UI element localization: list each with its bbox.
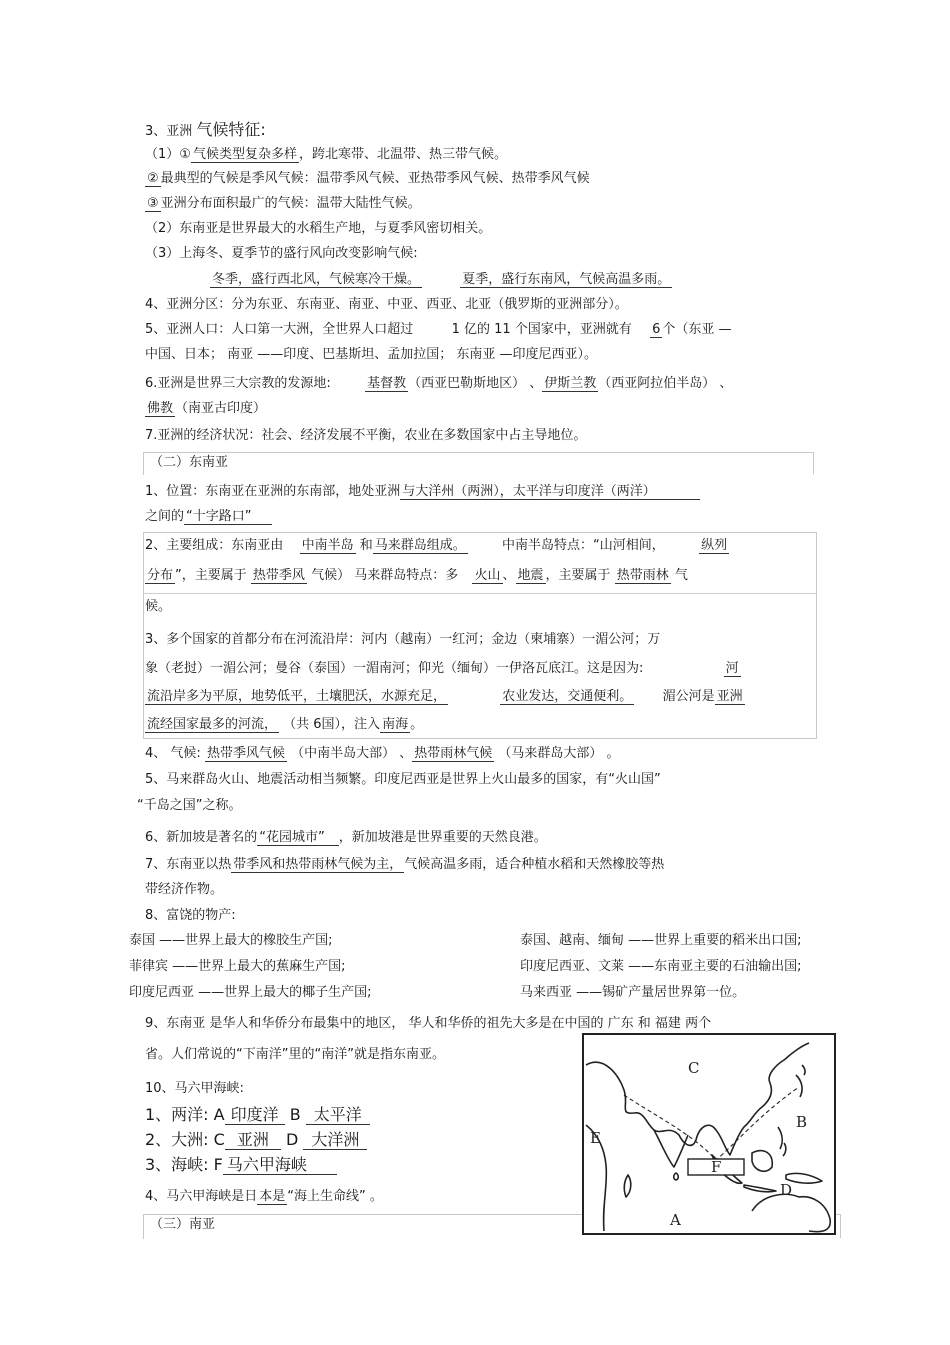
blank-answer: 冬季，盛行西北风，气候寒冷干燥。: [212, 272, 421, 287]
blank-answer: 火山: [474, 568, 501, 583]
s3-line-4: （2）东南亚是世界最大的水稻生产地，与夏季风密切相关。: [145, 221, 492, 236]
blank-answer: 伊斯兰教: [544, 376, 597, 391]
text: 7、东南亚以热: [145, 857, 232, 872]
text: 气候高温多雨，适合种植水稻和天然橡胶等热: [404, 857, 665, 872]
text: 3、海峡: F: [145, 1155, 223, 1174]
blank-answer: 基督教: [367, 376, 407, 391]
blank-answer: 热带雨林气候: [414, 746, 493, 761]
p1-line-2: [145, 508, 272, 526]
blank-answer: 本是: [259, 1189, 286, 1204]
divider: [143, 593, 816, 594]
text: 湄公河是: [662, 689, 715, 704]
s7-line: 7.亚洲的经济状况：社会、经济发展不平衡，农业在多数国家中占主导地位。: [145, 428, 587, 443]
s5-line-1: [145, 321, 731, 339]
s4-line: 4、亚洲分区：分为东亚、东南亚、南亚、中亚、西亚、北亚（俄罗斯的亚洲部分）。: [145, 297, 628, 312]
blank-answer: 马来群岛组成。: [374, 538, 466, 553]
india-peninsula: [654, 1130, 688, 1167]
map-label: D: [780, 1181, 793, 1199]
blank-answer: 6: [652, 322, 661, 337]
text: 2、主要组成：东南亚由: [145, 538, 284, 553]
map-label: C: [688, 1059, 700, 1077]
p3-line-1: 3、多个国家的首都分布在河流沿岸：河内（越南）一红河；金边（柬埔寨）一湄公河；万: [145, 632, 661, 647]
text: 气候） 马来群岛特点：多: [311, 568, 459, 583]
s3-line-6: [210, 271, 672, 289]
p8-right-item: 泰国、越南、缅甸 ——世界上重要的稻米出口国;: [520, 933, 802, 948]
blank-answer: 农业发达，交通便利。: [502, 689, 633, 704]
blank-answer: ②: [147, 171, 159, 186]
p5-line-2: “千岛之国”之称。: [137, 798, 242, 813]
divider: [813, 452, 814, 474]
text: 5、亚洲人口：人口第一大洲，全世界人口超过: [145, 322, 414, 337]
text: 、: [502, 568, 516, 583]
text: 6、新加坡是著名的: [145, 830, 258, 845]
p2-line-2: [145, 567, 688, 585]
text: 个（东亚 —: [662, 322, 732, 337]
text: （西亚阿拉伯半岛） 、: [598, 376, 733, 391]
s3-heading-title: 气候特征:: [196, 120, 266, 139]
p3-line-4: [145, 716, 423, 734]
p8-left-item: 菲律宾 ——世界上最大的蕉麻生产国;: [129, 959, 346, 974]
blank-answer: 气候类型复杂多样: [192, 147, 297, 162]
blank-answer: “十字路口”: [184, 509, 271, 525]
p7-line-1: [145, 856, 664, 874]
text: 之间的: [145, 509, 185, 524]
p10-title: 10、马六甲海峡:: [145, 1081, 244, 1096]
map-label: A: [670, 1211, 681, 1229]
s3-heading-num: 3、亚洲: [145, 124, 193, 139]
p3-line-3: [145, 688, 745, 706]
text: 4、马六甲海峡是日: [145, 1189, 258, 1204]
p8-left-item: 印度尼西亚 ——世界上最大的椰子生产国;: [129, 985, 372, 1000]
blank-answer: 热带雨林: [616, 568, 669, 583]
p8-left-item: 泰国 ——世界上最大的橡胶生产国;: [129, 933, 333, 948]
s3-line-3: [145, 195, 421, 213]
sec2-title: （二）东南亚: [150, 455, 229, 470]
blank-answer: 印度洋: [225, 1105, 285, 1125]
blank-answer: 纵列: [701, 538, 728, 553]
blank-answer: 南海: [382, 717, 409, 732]
sec3-title: （三）南亚: [150, 1217, 216, 1232]
text: ，跨北寒带、北温带、热三带气候。: [298, 147, 507, 162]
blank-answer: 大洋洲: [303, 1130, 367, 1150]
text: “海上生命线” 。: [287, 1189, 383, 1204]
blank-answer: 中南半岛: [301, 538, 354, 553]
p4-line: [145, 745, 620, 763]
text: 6.亚洲是世界三大宗教的发源地:: [145, 376, 331, 391]
blank-answer: 马六甲海峡: [223, 1155, 337, 1175]
s3-line-5: （3）上海冬、夏季节的盛行风向改变影响气候:: [145, 246, 418, 261]
madagascar-island: [624, 1175, 631, 1197]
text: D: [285, 1130, 299, 1149]
p9-line-2: 省。人们常说的“下南洋”里的“南洋”就是指东南亚。: [145, 1047, 445, 1062]
text: 1 亿的 11 个国家中，亚洲就有: [451, 322, 632, 337]
text: （西亚巴勒斯地区） 、: [408, 376, 543, 391]
blank-answer: 流经国家最多的河流，: [147, 717, 278, 732]
text: （中南半岛大部） 、: [291, 746, 413, 761]
text: 中南半岛特点：“山河相间，: [502, 538, 665, 553]
text: ，新加坡港是世界重要的天然良港。: [338, 830, 547, 845]
blank-answer: 流沿岸多为平原，地势低平，土壤肥沃，水源充足，: [147, 689, 447, 704]
p10-row-lifeline: [145, 1188, 383, 1206]
blank-answer: 夏季，盛行东南风，气候高温多雨。: [462, 272, 671, 287]
p6-line: [145, 829, 547, 847]
p8-title: 8、富饶的物产:: [145, 908, 236, 923]
text: （南亚古印度）: [175, 401, 267, 416]
p10-row-strait: [145, 1155, 337, 1175]
text: ”，主要属于: [175, 568, 247, 583]
p10-row-oceans: [145, 1105, 370, 1125]
text: 2、大洲: C: [145, 1130, 225, 1149]
australia-coastline: [752, 1194, 830, 1231]
map-drawing: [584, 1035, 834, 1233]
blank-answer: 热带季风气候: [206, 746, 285, 761]
blank-answer: 太平洋: [306, 1105, 370, 1125]
divider: [840, 1214, 841, 1238]
text: 和: [359, 538, 373, 553]
s6-line-2: [145, 400, 266, 418]
text: 最典型的气候是季风气候：温带季风气候、亚热带季风气候、热带季风气候: [160, 171, 590, 186]
text: ，主要属于: [545, 568, 611, 583]
p1-line-1: [145, 483, 700, 501]
p5-line-1: 5、马来群岛火山、地震活动相当频繁。印度尼西亚是世界上火山最多的国家，有“火山国”: [145, 772, 661, 787]
blank-answer: 地震: [517, 568, 544, 583]
s6-line-1: [145, 375, 732, 393]
text: 亚洲分布面积最广的气候：温带大陆性气候。: [160, 196, 421, 211]
text: （马来群岛大部） 。: [498, 746, 620, 761]
blank-answer: 热带季风: [252, 568, 305, 583]
s5-line-2: 中国、日本； 南亚 ——印度、巴基斯坦、孟加拉国； 东南亚 —印度尼西亚）。: [145, 347, 598, 362]
p8-right-item: 马来西亚 ——锡矿产量居世界第一位。: [520, 985, 746, 1000]
blank-answer: 亚洲: [225, 1130, 281, 1150]
text: 。: [410, 717, 424, 732]
map-label: E: [590, 1129, 601, 1147]
p10-row-continents: [145, 1130, 367, 1150]
sec2-header-box: [143, 452, 814, 475]
p3-line-2: [145, 660, 741, 678]
text: 1、两洋: A: [145, 1105, 225, 1124]
text: 1、位置：东南亚在亚洲的东南部，地处亚洲: [145, 484, 401, 499]
blank-answer: 佛教: [147, 401, 174, 416]
text: 气: [674, 568, 688, 583]
s3-heading: [145, 121, 266, 141]
p8-right-item: 印度尼西亚、文莱 ——东南亚主要的石油输出国;: [520, 959, 802, 974]
japan-islands: [796, 1065, 805, 1097]
p2-line-3: 候。: [145, 599, 172, 614]
blank-answer: “花园城市”: [257, 830, 338, 846]
philippines-islands: [778, 1127, 786, 1156]
text: 象（老挝）一湄公河；曼谷（泰国）一湄南河；仰光（缅甸）一伊洛瓦底江。这是因为:: [145, 661, 644, 676]
s3-line-2: [145, 170, 590, 188]
text: 4、 气候:: [145, 746, 201, 761]
text: （共 6国），注入: [283, 717, 381, 732]
p9-line-1: 9、东南亚 是华人和华侨分布最集中的地区， 华人和华侨的祖先大多是在中国的 广东 和 福建 两个: [145, 1016, 712, 1031]
p2-line-1: [145, 537, 729, 555]
text: （1）①: [145, 147, 191, 162]
malacca-strait-map: [582, 1033, 836, 1235]
sri-lanka: [674, 1173, 679, 1180]
map-label: F: [711, 1158, 722, 1176]
s3-line-1: [145, 146, 507, 164]
blank-answer: 与大洋州（两洲），太平洋与印度洋（两洋）: [400, 484, 700, 500]
blank-answer: ③: [147, 196, 159, 211]
blank-answer: 带季风和热带雨林气候为主，: [233, 857, 403, 872]
borneo-island: [752, 1151, 772, 1172]
shipping-route: [624, 1087, 799, 1160]
blank-answer: 分布: [147, 568, 174, 583]
text: B: [289, 1105, 301, 1124]
blank-answer: 亚洲: [716, 689, 743, 704]
blank-answer: 河: [725, 661, 739, 676]
java-island: [744, 1185, 776, 1192]
map-label: B: [796, 1113, 808, 1131]
p7-line-2: 带经济作物。: [145, 882, 224, 897]
